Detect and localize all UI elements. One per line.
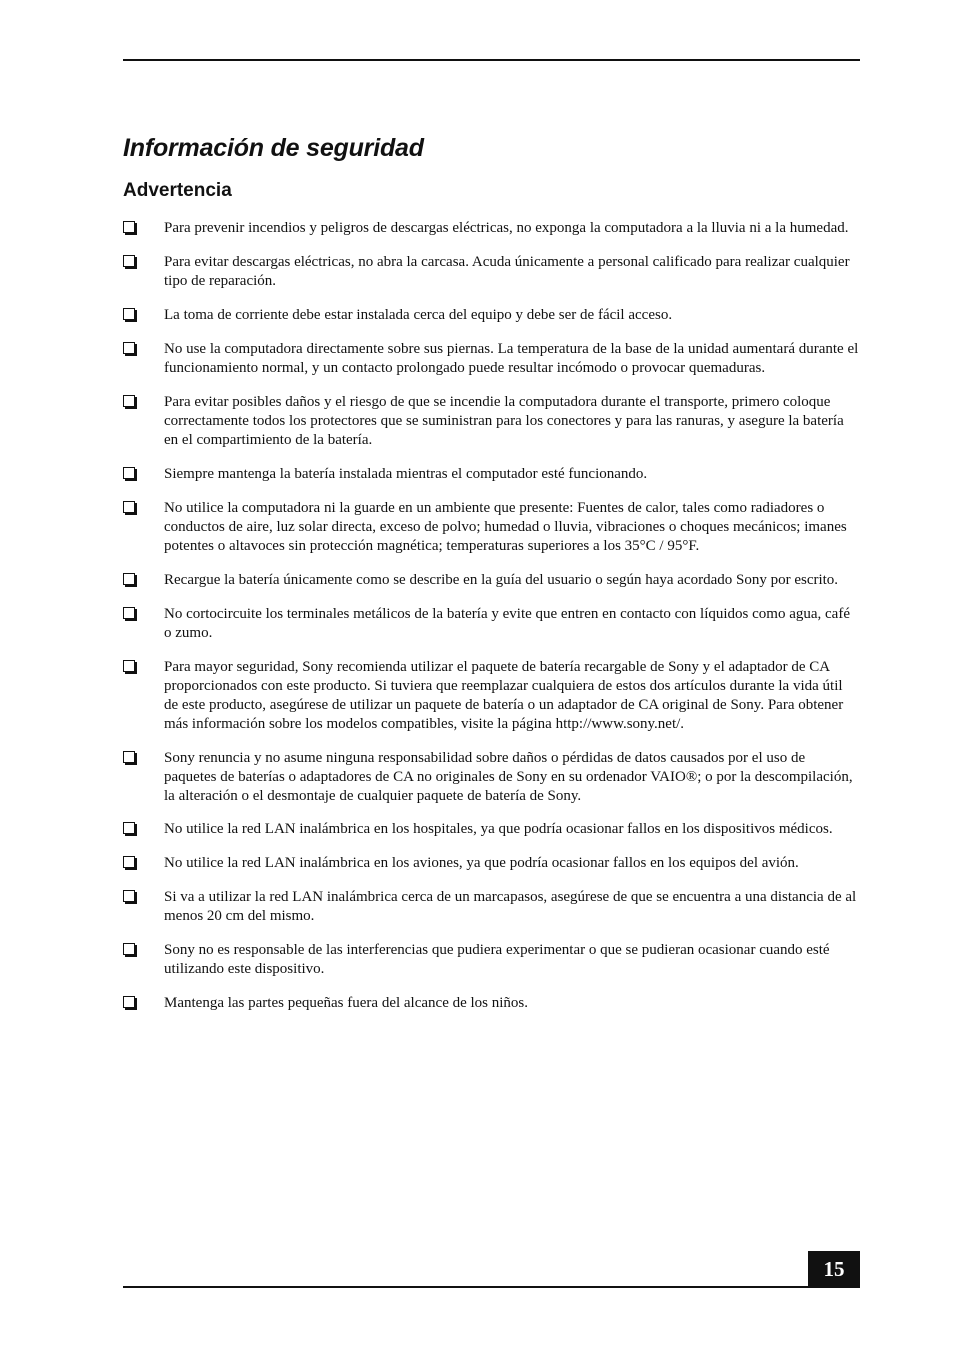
list-item-text: No use la computadora directamente sobre sus piernas. La temperatura de la base de la unidad aumentará durante el funcionamiento normal, y un contacto prolongado puede resultar incómodo o provocar quemaduras. [164, 341, 859, 376]
checkbox-bullet-icon [123, 660, 135, 672]
list-item-text: Para evitar descargas eléctricas, no abra la carcasa. Acuda únicamente a personal calificado para realizar cualquier tipo de reparación. [164, 254, 850, 289]
section-title: Información de seguridad [123, 134, 424, 162]
checkbox-bullet-icon [123, 751, 135, 763]
list-item [123, 749, 860, 806]
list-item-text: No cortocircuite los terminales metálicos de la batería y evite que entren en contacto con líquidos como agua, café o zumo. [164, 606, 850, 641]
checkbox-bullet-icon [123, 221, 135, 233]
list-item [123, 941, 860, 979]
section-subtitle: Advertencia [123, 180, 232, 201]
list-item [123, 499, 860, 556]
list-item-text: No utilice la computadora ni la guarde en un ambiente que presente: Fuentes de calor, tales como radiadores o conductos de aire, luz solar directa, exceso de polvo; humedad o lluvia, vibraciones o choques mecánicos; imanes potentes o altavoces sin protección magnética; temperaturas superiores a los 35°C / 95°F. [164, 500, 847, 554]
checkbox-bullet-icon [123, 996, 135, 1008]
list-item [123, 393, 860, 450]
list-item [123, 854, 860, 873]
checkbox-bullet-icon [123, 395, 135, 407]
list-item-text: Siempre mantenga la batería instalada mientras el computador esté funcionando. [164, 466, 648, 482]
list-item [123, 571, 860, 590]
top-rule [123, 59, 860, 61]
page-number: 15 [808, 1251, 860, 1288]
checkbox-bullet-icon [123, 501, 135, 513]
checkbox-bullet-icon [123, 342, 135, 354]
bottom-rule [123, 1286, 860, 1288]
list-item [123, 253, 860, 291]
list-item-text: Para evitar posibles daños y el riesgo de que se incendie la computadora durante el transporte, primero coloque correctamente todos los protectores que se suministran para los conectores y para las ranuras, y asegure la batería en el compartimiento de la batería. [164, 394, 844, 448]
list-item-text: Recargue la batería únicamente como se describe en la guía del usuario o según haya acordado Sony por escrito. [164, 572, 839, 588]
list-item [123, 888, 860, 926]
list-item [123, 465, 860, 484]
checkbox-bullet-icon [123, 573, 135, 585]
checkbox-bullet-icon [123, 822, 135, 834]
list-item [123, 340, 860, 378]
checkbox-bullet-icon [123, 943, 135, 955]
checkbox-bullet-icon [123, 308, 135, 320]
list-item-text: Para prevenir incendios y peligros de descargas eléctricas, no exponga la computadora a la lluvia ni a la humedad. [164, 220, 849, 236]
list-item-text: Mantenga las partes pequeñas fuera del alcance de los niños. [164, 995, 529, 1011]
checkbox-bullet-icon [123, 255, 135, 267]
warning-list [123, 219, 860, 1028]
list-item-text: Sony renuncia y no asume ninguna responsabilidad sobre daños o pérdidas de datos causados por el uso de paquetes de baterías o adaptadores de CA no originales de Sony en su ordenador VAIO®; o por la descompilación, la alteración o el desmontaje de cualquier paquete de batería de Sony. [164, 750, 853, 804]
list-item-text: Para mayor seguridad, Sony recomienda utilizar el paquete de batería recargable de Sony y el adaptador de CA proporcionados con este producto. Si tuviera que reemplazar cualquiera de estos dos artículos durante la vida útil de este producto, asegúrese de utilizar un paquete de batería o un adaptador de CA original de Sony. Para obtener más información sobre los modelos compatibles, visite la página http://www.sony.net/. [164, 659, 844, 732]
checkbox-bullet-icon [123, 607, 135, 619]
checkbox-bullet-icon [123, 890, 135, 902]
list-item [123, 605, 860, 643]
list-item [123, 219, 860, 238]
list-item [123, 658, 860, 734]
list-item [123, 306, 860, 325]
list-item [123, 820, 860, 839]
list-item-text: No utilice la red LAN inalámbrica en los hospitales, ya que podría ocasionar fallos en los dispositivos médicos. [164, 821, 833, 837]
list-item-text: Si va a utilizar la red LAN inalámbrica cerca de un marcapasos, asegúrese de que se encuentra a una distancia de al menos 20 cm del mismo. [164, 889, 857, 924]
list-item-text: La toma de corriente debe estar instalada cerca del equipo y debe ser de fácil acceso. [164, 307, 673, 323]
list-item-text: Sony no es responsable de las interferencias que pudiera experimentar o que se pudieran ocasionar cuando esté utilizando este dispositivo. [164, 942, 830, 977]
checkbox-bullet-icon [123, 856, 135, 868]
checkbox-bullet-icon [123, 467, 135, 479]
list-item-text: No utilice la red LAN inalámbrica en los aviones, ya que podría ocasionar fallos en los equipos del avión. [164, 855, 799, 871]
list-item [123, 994, 860, 1013]
